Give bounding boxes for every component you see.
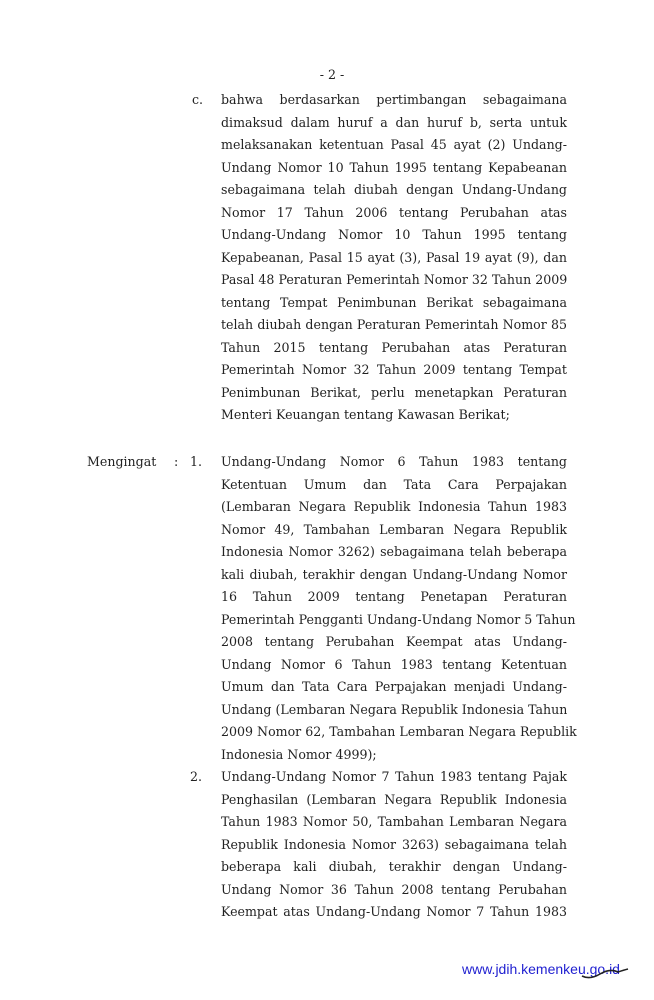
text-line: beberapa kali diubah, terakhir dengan Undang- [221, 859, 567, 874]
text-line: Undang Nomor 36 Tahun 2008 tentang Perubahan [221, 881, 567, 897]
footer-url-link[interactable]: www.jdih.kemenkeu.go.id [462, 961, 620, 977]
text-line: Penimbunan Berikat, perlu menetapkan Peraturan [221, 384, 567, 400]
text-line: Kepabeanan, Pasal 15 ayat (3), Pasal 19 ayat (9), dan [221, 249, 567, 265]
text-line: Undang-Undang Nomor 10 Tahun 1995 tentang [221, 227, 567, 242]
text-line: Indonesia Nomor 4999); [221, 746, 377, 762]
text-line: Undang-Undang Nomor 6 Tahun 1983 tentang [221, 454, 567, 469]
text-line: Undang-Undang Nomor 7 Tahun 1983 tentang Pajak [221, 769, 567, 784]
text-line: telah diubah dengan Peraturan Pemerintah Nomor 85 [221, 317, 567, 332]
page-number: - 2 - [319, 67, 345, 82]
text-line: Pasal 48 Peraturan Pemerintah Nomor 32 Tahun 2009 [221, 272, 568, 287]
text-line: Umum dan Tata Cara Perpajakan menjadi Undang- [221, 679, 567, 694]
text-line: Undang Nomor 6 Tahun 1983 tentang Ketentuan [221, 656, 567, 672]
item-c-text [221, 89, 567, 427]
text-line: 16 Tahun 2009 tentang Penetapan Peraturan [221, 589, 567, 604]
text-line: 2008 tentang Perubahan Keempat atas Undang- [221, 634, 567, 649]
text-line: bahwa berdasarkan pertimbangan sebagaimana [221, 92, 567, 107]
text-line: melaksanakan ketentuan Pasal 45 ayat (2) Undang- [221, 137, 567, 152]
text-line: Ketentuan Umum dan Tata Cara Perpajakan [221, 476, 567, 492]
text-line: Menteri Keuangan tentang Kawasan Berikat; [221, 407, 510, 422]
item-2-text [221, 766, 567, 924]
text-line: Penghasilan (Lembaran Negara Republik Indonesia [221, 791, 567, 807]
text-line: kali diubah, terakhir dengan Undang-Undang Nomor [221, 566, 567, 582]
text-line: Tahun 2015 tentang Perubahan atas Peraturan [221, 339, 567, 355]
item-1-text [221, 451, 577, 766]
item-1-marker: 1. [190, 454, 203, 469]
text-line: Nomor 17 Tahun 2006 tentang Perubahan atas [221, 204, 567, 220]
mengingat-label: Mengingat [87, 454, 157, 469]
text-line: Undang (Lembaran Negara Republik Indonesia Tahun [221, 701, 568, 717]
mengingat-colon: : [174, 454, 179, 469]
text-line: Indonesia Nomor 3262) sebagaimana telah beberapa [221, 544, 567, 559]
signature-initial-icon [580, 966, 630, 980]
item-2-marker: 2. [190, 769, 203, 784]
text-line: dimaksud dalam huruf a dan huruf b, serta untuk [221, 114, 567, 130]
text-line: Nomor 49, Tambahan Lembaran Negara Republik [221, 521, 567, 537]
text-line: Republik Indonesia Nomor 3263) sebagaimana telah [221, 836, 567, 852]
text-line: (Lembaran Negara Republik Indonesia Tahun 1983 [221, 499, 567, 514]
text-line: Keempat atas Undang-Undang Nomor 7 Tahun 1983 [221, 904, 567, 919]
text-line: 2009 Nomor 62, Tambahan Lembaran Negara Republik [221, 724, 577, 739]
item-c-marker: c. [192, 92, 204, 107]
text-line: tentang Tempat Penimbunan Berikat sebagaimana [221, 294, 567, 310]
text-line: Pemerintah Nomor 32 Tahun 2009 tentang Tempat [221, 362, 567, 377]
text-line: Undang Nomor 10 Tahun 1995 tentang Kepabeanan [221, 159, 567, 175]
text-line: sebagaimana telah diubah dengan Undang-Undang [221, 182, 567, 197]
text-line: Tahun 1983 Nomor 50, Tambahan Lembaran Negara [221, 814, 567, 829]
text-line: Pemerintah Pengganti Undang-Undang Nomor 5 Tahun [221, 611, 576, 627]
